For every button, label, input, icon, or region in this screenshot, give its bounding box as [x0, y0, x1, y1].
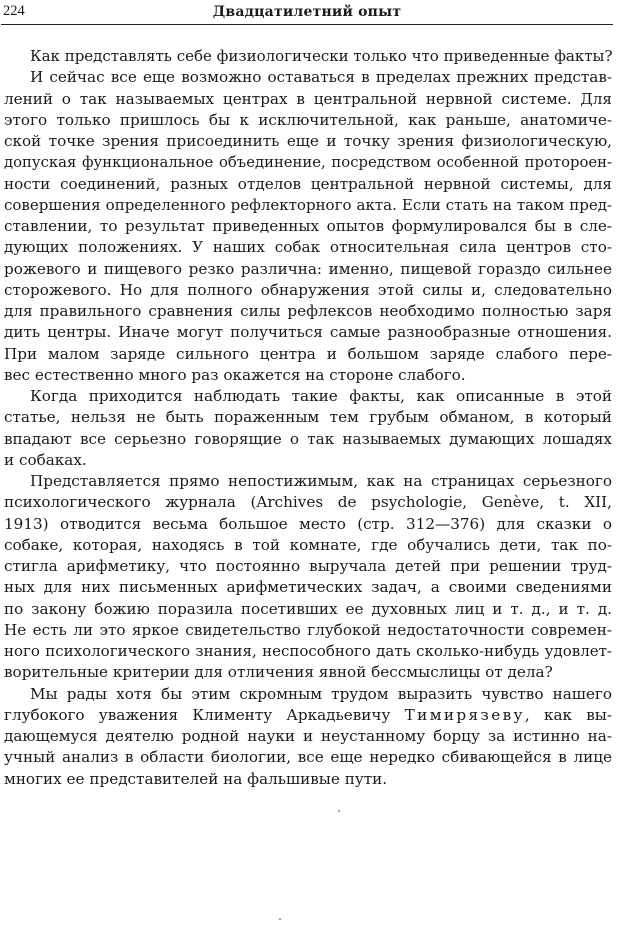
paragraph [4, 471, 612, 684]
print-speck [338, 810, 340, 812]
text-line: стигла арифметику, что постоянно выручала детей при решении труд- [4, 557, 612, 575]
text-line: ности соединений, разных отделов центральной нервной системы, для [4, 174, 612, 193]
text-line: допуская функциональное объединение, посредством особенной протороен- [4, 154, 612, 172]
text-line: дить центры. Иначе могут получиться самые разнообразные отношения. [4, 323, 612, 342]
text-line: психологического журнала (Archives de psychologie, Genève, t. XII, [4, 493, 612, 512]
text-line: дающемуся деятелю родной науки и неустанному борцу за истинно на- [4, 727, 612, 745]
text-line: Когда приходится наблюдать такие факты, как описанные в этой [30, 387, 612, 405]
text-line: Не есть ли это яркое свидетельство глубокой недостаточности современ- [4, 620, 612, 639]
text-line: для правильного сравнения силы рефлексов необходимо полностью заря [4, 302, 612, 320]
text-line: статье, нельзя не быть пораженным тем грубым обманом, в который [4, 408, 612, 427]
print-speck [279, 918, 281, 920]
text-line: многих ее представителей на фальшивые пути. [4, 769, 388, 788]
text-line: Как представлять себе физиологически только что приведенные факты? [30, 47, 613, 65]
page-number: 224 [3, 3, 25, 19]
text-line: И сейчас все еще возможно оставаться в пределах прежних представ- [30, 68, 612, 87]
text-line: вес естественно много раз окажется на стороне слабого. [4, 365, 466, 384]
text-line: ставлении, то результат приведенных опытов формулировался бы в сле- [4, 217, 612, 235]
text-line: собаке, которая, находясь в той комнате, где обучались дети, так по- [4, 535, 612, 554]
text-line: Мы рады хотя бы этим скромным трудом выразить чувство нашего [30, 684, 612, 703]
text-line: учный анализ в области биологии, все еще нередко сбивающейся в лице [4, 748, 612, 767]
paragraph [4, 386, 612, 471]
body-text [4, 46, 612, 790]
text-line: совершения определенного рефлекторного акта. Если стать на таком пред- [4, 195, 612, 214]
text-line: ного психологического знания, неспособного дать сколько-нибудь удовлет- [4, 642, 612, 660]
paragraph [4, 684, 612, 790]
page-header [1, 0, 613, 25]
text-line: по закону божию поразила посетивших ее духовных лиц и т. д., и т. д. [4, 599, 612, 618]
text-line: ных для них письменных арифметических задач, а своими сведениями [4, 578, 612, 597]
text-line: ской точке зрения присоединить еще и точку зрения физиологическую, [4, 132, 612, 150]
text-line: ворительные критерии для отличения явной бессмыслицы от дела? [4, 663, 553, 682]
text-line: глубокого уважения Клименту Аркадьевичу Тимирязеву, как вы- [4, 705, 612, 724]
text-line: лений о так называемых центрах в центральной нервной системе. Для [4, 89, 612, 108]
text-line: этого только пришлось бы к исключительной, как раньше, анатомиче- [4, 110, 612, 129]
text-line: дующих положениях. У наших собак относительная сила центров сто- [4, 238, 612, 257]
spaced-name: Тимирязеву [404, 705, 525, 724]
paragraph [4, 46, 612, 386]
text-line: и собаках. [4, 450, 87, 469]
text-line: При малом заряде сильного центра и большом заряде слабого пере- [4, 344, 612, 363]
text-line: впадают все серьезно говорящие о так называемых думающих лошадях [4, 429, 612, 448]
text-line: 1913) отводится весьма большое место (стр. 312—376) для сказки о [4, 514, 612, 533]
running-title: Двадцатилетний опыт [212, 4, 402, 20]
text-line: сторожевого. Но для полного обнаружения этой силы и, следовательно [4, 280, 612, 299]
text-line: рожевого и пищевого резко различна: именно, пищевой гораздо сильнее [4, 259, 612, 278]
text-line: Представляется прямо непостижимым, как на страницах серьезного [30, 472, 612, 490]
